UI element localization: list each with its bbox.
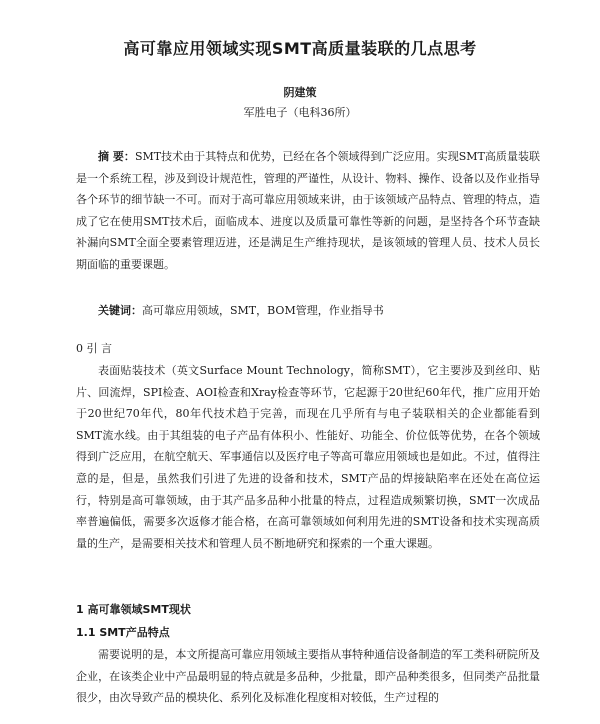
- intro-paragraph: 表面贴装技术（英文Surface Mount Technology，简称SMT），它主要涉及到丝印、贴片、回流焊，SPI检查、AOI检查和Xray检查等环节，它起源于20世纪60年代，推广应用开始于20世纪70年代，80年代技术趋于完善，而现在几乎所有与电子装联相关的企业都能看到SMT流水线。由于其组装的电子产品有体积小、性能好、功能全、价位低等优势，在各个领域得到广泛应用，在航空航天、军事通信以及医疗电子等高可靠应用领域也是如此。不过，值得注意的是，但是，虽然我们引进了先进的设备和技术，SMT产品的焊接缺陷率在还处在高位运行，特别是高可靠领域，由于其产品多品种小批量的特点，过程造成频繁切换，SMT一次成品率普遍偏低，需要多次返修才能合格，在高可靠领域如何利用先进的SMT设备和技术实现高质量的生产，是需要相关技术和管理人员不断地研究和探索的一个重大课题。: [76, 364, 540, 550]
- section-1-1-paragraph: 需要说明的是，本文所提高可靠应用领域主要指从事特种通信设备制造的军工类科研院所及企业，在该类企业中产品最明显的特点就是多品种，少批量，即产品种类很多，但同类产品批量很少，由次导致产品的模块化、系列化及标准化程度相对较低，生产过程的: [76, 648, 540, 705]
- section-1-1-heading: 1.1 SMT产品特点: [76, 626, 170, 639]
- author-name: 阴建策: [283, 86, 317, 99]
- paper-title: 高可靠应用领域实现SMT高质量装联的几点思考: [123, 39, 477, 58]
- keywords: [76, 300, 540, 322]
- section-0-heading: 0 引 言: [76, 342, 112, 355]
- abstract-text: SMT技术由于其特点和优势，已经在各个领域得到广泛应用。实现SMT高质量装联是一个系统工程，涉及到设计规范性，管理的严谨性，从设计、物料、操作、设备以及作业指导各个环节的细节缺一不可。而对于高可靠应用领域来讲，由于该领域产品特点、管理的特点，造成了它在使用SMT技术后，面临成本、进度以及质量可靠性等新的问题，是坚持各个环节查缺补漏向SMT全面全要素管理迈进，还是满足生产维持现状，是该领域的管理人员、技术人员长期面临的重要课题。: [76, 150, 540, 271]
- author-affiliation: 军胜电子（电科36所）: [243, 106, 357, 119]
- abstract-label: 摘 要：: [98, 150, 135, 163]
- abstract: [76, 146, 540, 276]
- section-1-heading: 1 高可靠领域SMT现状: [76, 603, 191, 616]
- keywords-label: 关键词：: [98, 304, 142, 317]
- keywords-text: 高可靠应用领域，SMT，BOM管理，作业指导书: [142, 304, 384, 317]
